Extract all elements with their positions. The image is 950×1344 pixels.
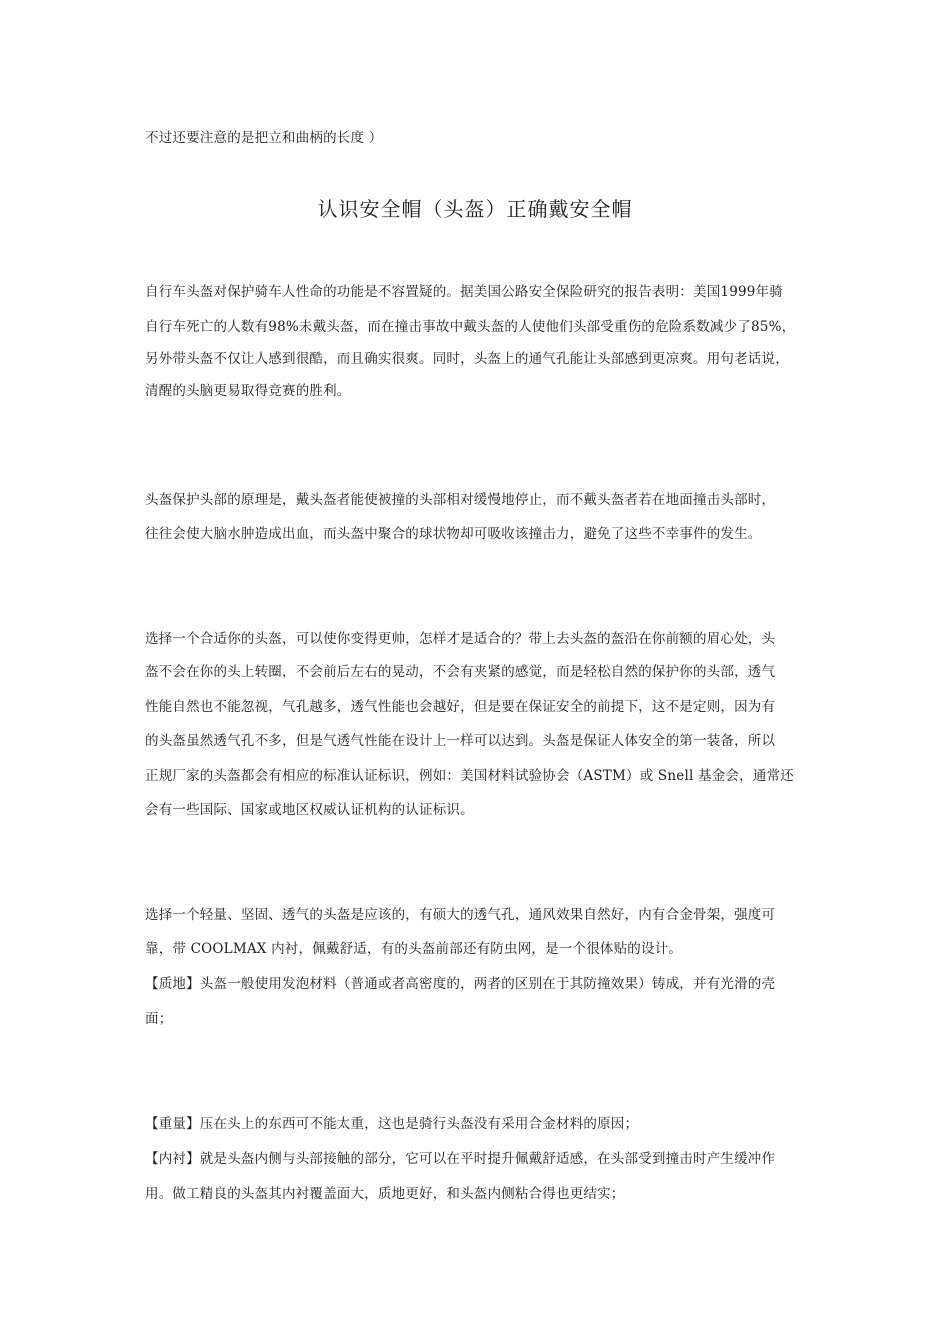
paragraph-1-line-2: 自行车死亡的人数有98%未戴头盔，而在撞击事故中戴头盔的人使他们头部受重伤的危险系数减少了85%， (145, 319, 796, 335)
paragraph-5-line-1: 【重量】压在头上的东西可不能太重，这也是骑行头盔没有采用合金材料的原因； (145, 1116, 639, 1132)
paragraph-2-line-2: 往往会使大脑水肿造成出血，而头盔中聚合的球状物却可吸收该撞击力，避免了这些不幸事件的发生。 (145, 526, 762, 542)
paragraph-5-line-3: 用。做工精良的头盔其内衬覆盖面大，质地更好，和头盔内侧粘合得也更结实； (145, 1186, 625, 1202)
paragraph-5-line-2: 【内衬】就是头盔内侧与头部接触的部分，它可以在平时提升佩戴舒适感，在头部受到撞击时产生缓冲作 (145, 1151, 776, 1167)
paragraph-4-line-2: 靠，带 COOLMAX 内衬，佩戴舒适，有的头盔前部还有防虫网，是一个很体贴的设计。 (145, 941, 683, 957)
paragraph-3-line-6: 会有一些国际、国家或地区权威认证机构的认证标识。 (145, 802, 474, 818)
paragraph-3-line-1: 选择一个合适你的头盔，可以使你变得更帅，怎样才是适合的？带上去头盔的盔沿在你前额的眉心处，头 (145, 631, 776, 647)
paragraph-3-line-2: 盔不会在你的头上转圈，不会前后左右的晃动，不会有夹紧的感觉，而是轻松自然的保护你的头部，透气 (145, 664, 776, 680)
paragraph-1-line-4: 清醒的头脑更易取得竞赛的胜利。 (145, 383, 351, 399)
paragraph-4-line-3: 【质地】头盔一般使用发泡材料（普通或者高密度的，两者的区别在于其防撞效果）铸成，并有光滑的壳 (145, 976, 776, 992)
paragraph-2-line-1: 头盔保护头部的原理是，戴头盔者能使被撞的头部相对缓慢地停止，而不戴头盔者若在地面撞击头部时， (145, 492, 776, 508)
paragraph-3-line-3: 性能自然也不能忽视，气孔越多，透气性能也会越好，但是要在保证安全的前提下，这不是定则，因为有 (145, 699, 776, 715)
paragraph-1-line-3: 另外带头盔不仅让人感到很酷，而且确实很爽。同时，头盔上的通气孔能让头部感到更凉爽。用句老话说， (145, 351, 789, 367)
paragraph-4-line-4: 面； (145, 1011, 173, 1027)
paragraph-3-line-5: 正规厂家的头盔都会有相应的标准认证标识，例如：美国材料试验协会（ASTM）或 Snell 基金会，通常还 (145, 768, 794, 784)
paragraph-4-line-1: 选择一个轻量、坚固、透气的头盔是应该的，有硕大的透气孔，通风效果自然好，内有合金骨架，强度可 (145, 907, 776, 923)
paragraph-1-line-1: 自行车头盔对保护骑车人性命的功能是不容置疑的。据美国公路安全保险研究的报告表明：美国1999年骑 (145, 284, 783, 300)
page-title: 认识安全帽（头盔）正确戴安全帽 (317, 197, 633, 221)
paragraph-3-line-4: 的头盔虽然透气孔不多，但是气透气性能在设计上一样可以达到。头盔是保证人体安全的第一装备，所以 (145, 733, 776, 749)
intro-line: 不过还要注意的是把立和曲柄的长度 ） (145, 130, 383, 146)
